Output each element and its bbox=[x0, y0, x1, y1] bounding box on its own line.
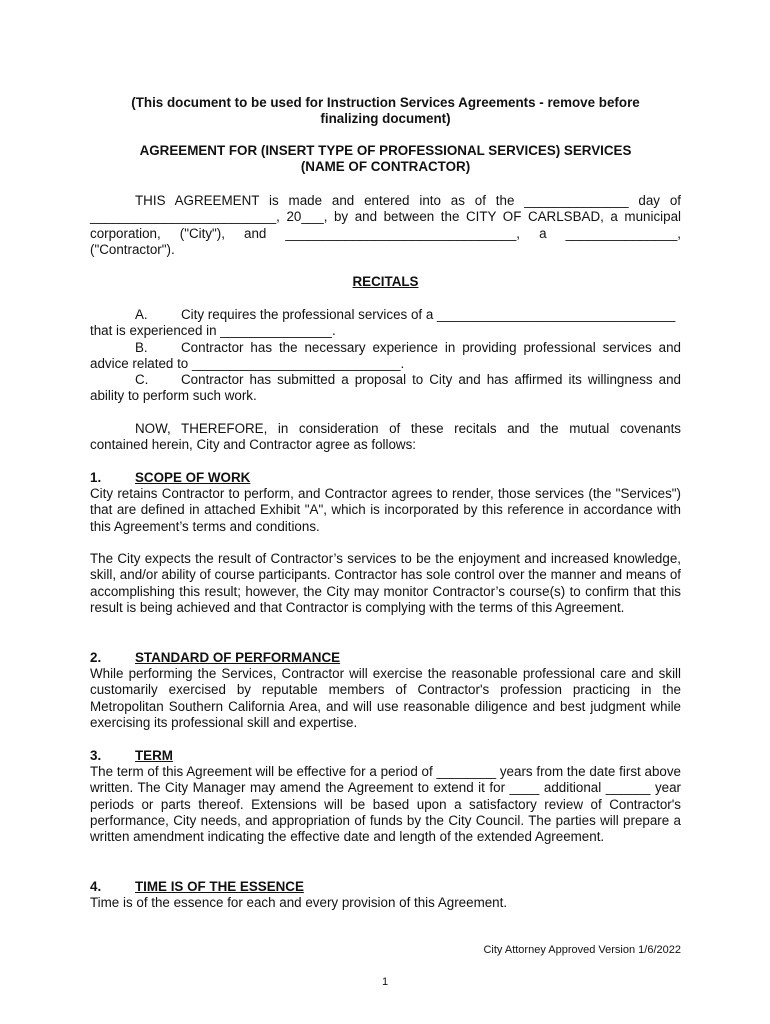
instruction-note-line-1: (This document to be used for Instruction Services Agreements - remove before bbox=[131, 95, 640, 110]
section-4-heading bbox=[90, 879, 304, 895]
section-1-paragraph-2: The City expects the result of Contractor’s services to be the enjoyment and increased knowledge, skill, and/or ability of course participants. Contractor has sole control over the manner and means of accomplishing this result; however, the City may monitor Contractor’s course(s) to confirm that this result is being achieved and that Contractor is complying with the terms of this Agreement. bbox=[90, 551, 681, 615]
recital-a bbox=[90, 307, 681, 323]
intro-blank-entity: _______________, bbox=[565, 225, 681, 241]
recital-c-text-2: ability to perform such work. bbox=[90, 388, 257, 404]
section-4-number: 4. bbox=[90, 879, 102, 894]
section-4-paragraph-1: Time is of the essence for each and every provision of this Agreement. bbox=[90, 895, 508, 910]
now-therefore-line-2: contained herein, City and Contractor agree as follows: bbox=[90, 437, 417, 453]
recital-c-label: C. bbox=[135, 372, 149, 388]
section-2-heading bbox=[90, 650, 340, 666]
recital-c bbox=[90, 372, 681, 388]
now-therefore-line-1: NOW, THEREFORE, in consideration of these recitals and the mutual covenants bbox=[135, 421, 681, 436]
intro-corporation: corporation, bbox=[90, 225, 161, 241]
page-number: 1 bbox=[381, 976, 389, 988]
section-3-title: TERM bbox=[135, 748, 173, 763]
now-therefore-paragraph bbox=[90, 421, 681, 454]
intro-city: ("City"), bbox=[179, 225, 225, 241]
section-2-number: 2. bbox=[90, 650, 102, 665]
recital-b-text-2: advice related to ____________________________. bbox=[90, 355, 405, 371]
section-1-title: SCOPE OF WORK bbox=[135, 470, 251, 485]
intro-a: a bbox=[539, 225, 547, 241]
intro-line-1: THIS AGREEMENT is made and entered into as of the ______________ day of bbox=[135, 193, 681, 208]
recitals-heading: RECITALS bbox=[352, 274, 419, 289]
recital-a-text-2: that is experienced in _______________. bbox=[90, 323, 336, 339]
recital-c-text-1: Contractor has submitted a proposal to City and has affirmed its willingness and bbox=[181, 372, 681, 388]
intro-line-4: ("Contractor"). bbox=[90, 241, 175, 257]
agreement-title bbox=[90, 143, 681, 176]
section-1-number: 1. bbox=[90, 470, 102, 485]
section-3-heading bbox=[90, 748, 173, 764]
recital-a-label: A. bbox=[135, 307, 148, 322]
intro-paragraph bbox=[90, 193, 681, 258]
version-footer: City Attorney Approved Version 1/6/2022 bbox=[483, 944, 681, 956]
recitals-list bbox=[90, 307, 681, 405]
recital-b-text-1: Contractor has the necessary experience in providing professional services and bbox=[181, 339, 681, 355]
section-4-title: TIME IS OF THE ESSENCE bbox=[135, 879, 304, 894]
section-3-paragraph-1: The term of this Agreement will be effective for a period of ________ years from the date first above written. The City Manager may amend the Agreement to extend it for ____ additional ______ year periods or parts thereof. Extensions will be based upon a satisfactory review of Contractor's performance, City needs, and appropriation of funds by the City Council. The parties will prepare a written amendment indicating the effective date and length of the extended Agreement. bbox=[90, 764, 681, 845]
intro-blank-contractor: _______________________________, bbox=[285, 225, 521, 241]
intro-line-2: _________________________, 20___, by and between the CITY OF CARLSBAD, a municipal bbox=[90, 209, 681, 225]
recital-a-text-1: City requires the professional services of a ________________________________ bbox=[181, 307, 676, 322]
recital-b-label: B. bbox=[135, 339, 148, 355]
agreement-title-line-2: (NAME OF CONTRACTOR) bbox=[300, 159, 471, 175]
section-2-paragraph-1: While performing the Services, Contractor will exercise the reasonable professional care and skill customarily exercised by reputable members of Contractor's profession practicing in the Metropolitan Southern California Area, and will use reasonable diligence and best judgment while exercising its professional skill and expertise. bbox=[90, 666, 681, 730]
instruction-note bbox=[90, 95, 681, 128]
section-3-number: 3. bbox=[90, 748, 102, 763]
recital-b bbox=[90, 340, 681, 356]
intro-line-3 bbox=[90, 226, 681, 242]
section-1-heading bbox=[90, 470, 250, 486]
section-1-paragraph-1: City retains Contractor to perform, and Contractor agrees to render, those services (the "Services") that are defined in attached Exhibit "A", which is incorporated by this reference in accordance with this Agreement’s terms and conditions. bbox=[90, 486, 681, 534]
section-2-title: STANDARD OF PERFORMANCE bbox=[135, 650, 341, 665]
agreement-title-line-1: AGREEMENT FOR (INSERT TYPE OF PROFESSIONAL SERVICES) SERVICES bbox=[139, 143, 632, 158]
instruction-note-line-2: finalizing document) bbox=[320, 111, 451, 127]
intro-and: and bbox=[244, 225, 267, 241]
